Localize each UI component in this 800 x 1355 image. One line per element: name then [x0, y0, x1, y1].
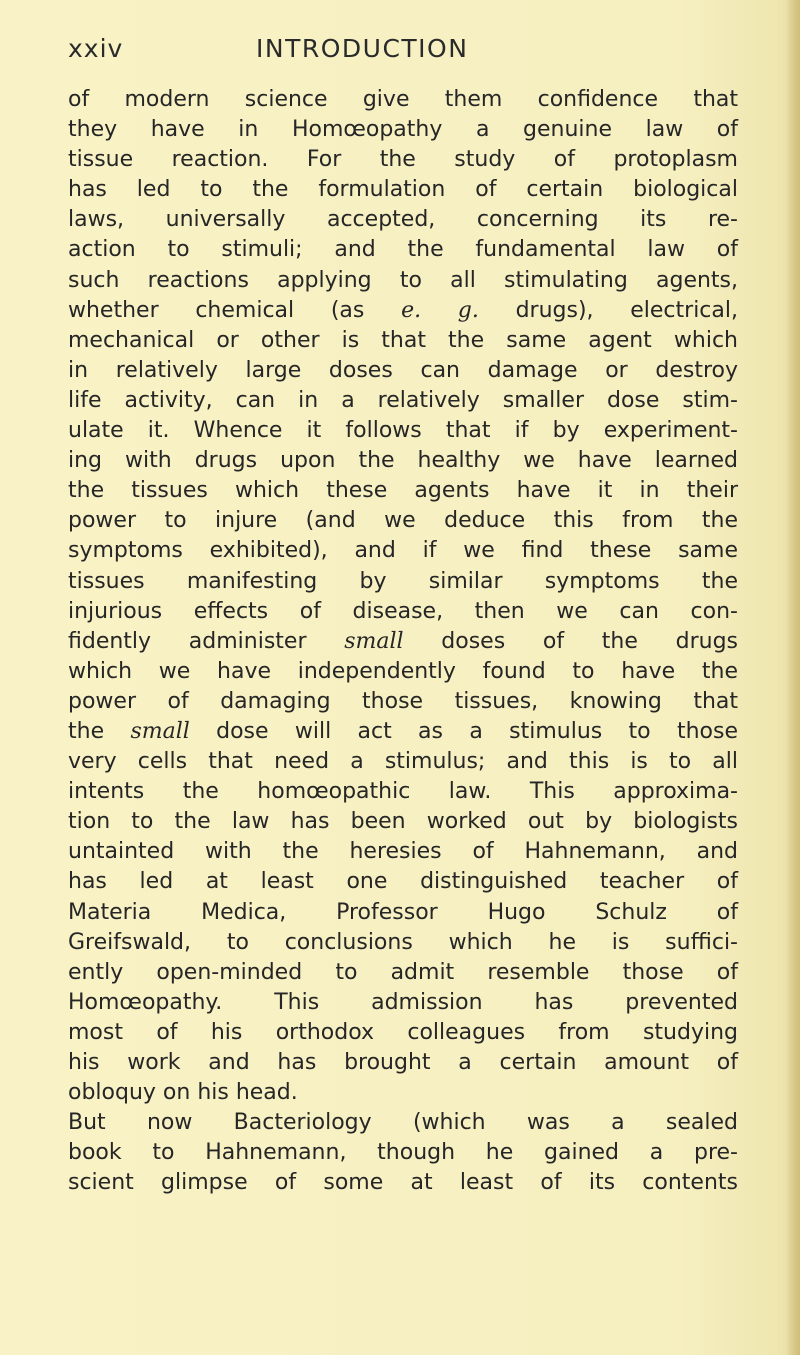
text-line: intents the homœopathic law. This approxima- — [68, 779, 738, 805]
text-segment: fidently administer — [68, 628, 345, 654]
text-line: has led at least one distinguished teacher of — [68, 869, 738, 895]
text-line: which we have independently found to have the — [68, 658, 738, 684]
running-title: INTRODUCTION — [256, 34, 469, 63]
text-line: Materia Medica, Professor Hugo Schulz of — [68, 899, 738, 925]
text-line: of modern science give them confidence that — [68, 87, 738, 112]
text-line: tissues manifesting by similar symptoms the — [68, 568, 738, 594]
text-line: book to Hahnemann, though he gained a pre- — [68, 1140, 738, 1166]
text-segment: whether chemical (as — [68, 297, 402, 323]
text-line: very cells that need a stimulus; and this is to all — [68, 749, 738, 775]
page-edge-shadow — [786, 0, 800, 1355]
text-line: power to injure (and we deduce this from the — [68, 508, 738, 534]
text-line: injurious effects of disease, then we can con- — [68, 598, 738, 624]
text-line: the tissues which these agents have it in their — [68, 478, 738, 504]
text-line: Homœopathy. This admission has prevented — [68, 989, 738, 1015]
text-segment: the — [68, 718, 131, 744]
text-line: obloquy on his head. — [68, 1080, 298, 1106]
text-line: his work and has brought a certain amount of — [68, 1050, 738, 1075]
italic-term: small — [130, 718, 190, 744]
text-line: life activity, can in a relatively smaller dose stim- — [68, 387, 738, 413]
text-line-with-italic — [68, 717, 738, 747]
italic-term: e. g. — [401, 297, 479, 323]
text-line-with-italic — [68, 627, 738, 657]
text-line: most of his orthodox colleagues from studying — [68, 1019, 738, 1045]
text-line: scient glimpse of some at least of its contents — [68, 1170, 738, 1196]
text-segment: doses of the drugs — [403, 628, 739, 654]
text-line: power of damaging those tissues, knowing that — [68, 688, 738, 714]
text-line: ently open-minded to admit resemble those of — [68, 959, 738, 985]
text-segment: dose will act as a stimulus to those — [189, 718, 738, 744]
text-line: But now Bacteriology (which was a sealed — [68, 1110, 738, 1136]
text-line: tissue reaction. For the study of protoplasm — [68, 147, 738, 173]
text-line: mechanical or other is that the same agent which — [68, 327, 738, 353]
italic-term: small — [344, 628, 404, 654]
running-header — [68, 34, 588, 68]
text-segment: drugs), electrical, — [478, 297, 738, 323]
body-text — [68, 85, 738, 1198]
text-line: has led to the formulation of certain biological — [68, 177, 738, 203]
page-number: xxiv — [68, 34, 124, 63]
text-line: such reactions applying to all stimulating agents, — [68, 267, 738, 293]
text-line: laws, universally accepted, concerning its re- — [68, 207, 738, 233]
text-line: ulate it. Whence it follows that if by experiment- — [68, 418, 738, 444]
text-line: in relatively large doses can damage or destroy — [68, 357, 738, 383]
text-line: tion to the law has been worked out by biologists — [68, 809, 738, 835]
text-line: they have in Homœopathy a genuine law of — [68, 117, 738, 143]
text-line: Greifswald, to conclusions which he is suffici- — [68, 929, 738, 955]
text-line: ing with drugs upon the healthy we have learned — [68, 448, 738, 474]
text-line: untainted with the heresies of Hahnemann, and — [68, 839, 738, 865]
text-line: symptoms exhibited), and if we find these same — [68, 538, 738, 564]
text-line-with-italic — [68, 296, 738, 326]
text-line: action to stimuli; and the fundamental law of — [68, 237, 738, 263]
